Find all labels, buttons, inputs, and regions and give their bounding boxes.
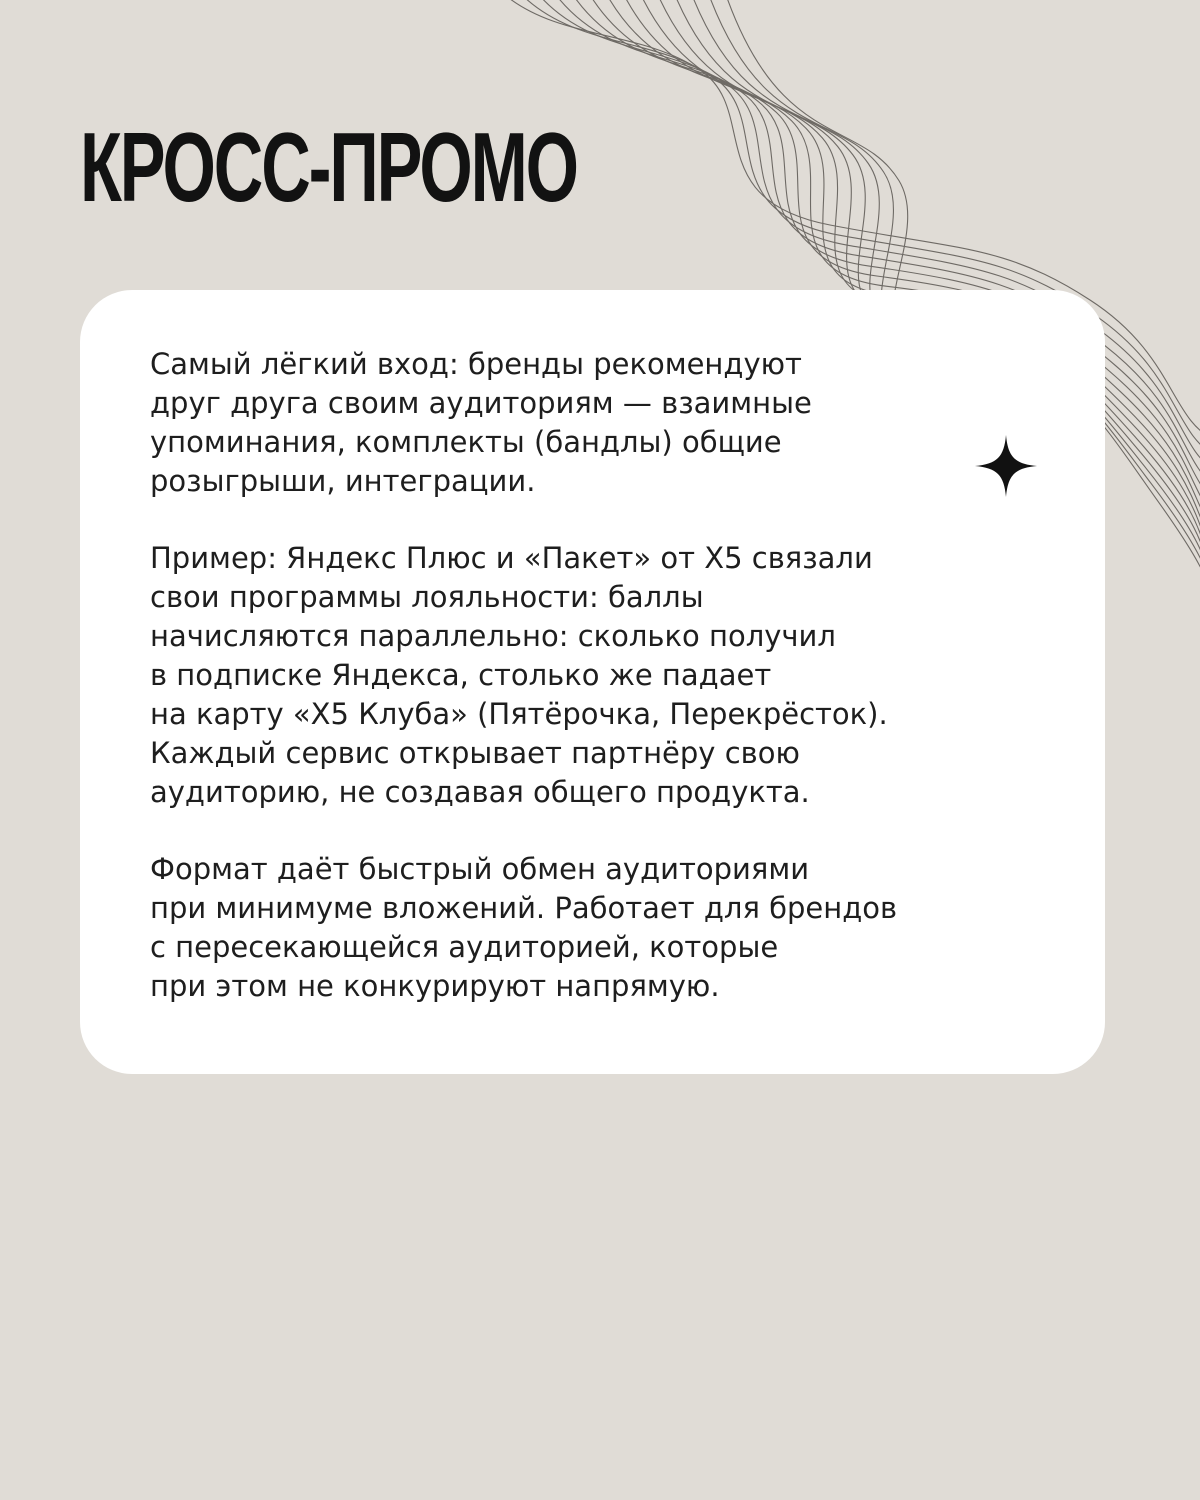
intro-paragraph (150, 345, 1090, 501)
text-line: розыгрыши, интеграции. (150, 464, 536, 498)
text-line: свои программы лояльности: баллы (150, 580, 704, 614)
content-card (80, 290, 1105, 1074)
sparkle-icon (975, 435, 1037, 497)
text-line: Пример: Яндекс Плюс и «Пакет» от Х5 связали (150, 541, 873, 575)
text-line: на карту «Х5 Клуба» (Пятёрочка, Перекрёсток). (150, 697, 888, 731)
page-title: КРОСС-ПРОМО (80, 112, 577, 222)
text-line: друг друга своим аудиториям — взаимные (150, 386, 812, 420)
text-line: упоминания, комплекты (бандлы) общие (150, 425, 782, 459)
text-line: аудиторию, не создавая общего продукта. (150, 775, 810, 809)
example-paragraph (150, 539, 1090, 812)
text-line: при этом не конкурируют напрямую. (150, 969, 720, 1003)
text-line: при минимуме вложений. Работает для брендов (150, 891, 898, 925)
text-line: начисляются параллельно: сколько получил (150, 619, 836, 653)
conclusion-paragraph (150, 850, 1090, 1006)
text-line: с пересекающейся аудиторией, которые (150, 930, 779, 964)
text-line: Каждый сервис открывает партнёру свою (150, 736, 800, 770)
card-body (150, 345, 1090, 1044)
text-line: Самый лёгкий вход: бренды рекомендуют (150, 347, 802, 381)
text-line: Формат даёт быстрый обмен аудиториями (150, 852, 810, 886)
text-line: в подписке Яндекса, столько же падает (150, 658, 772, 692)
